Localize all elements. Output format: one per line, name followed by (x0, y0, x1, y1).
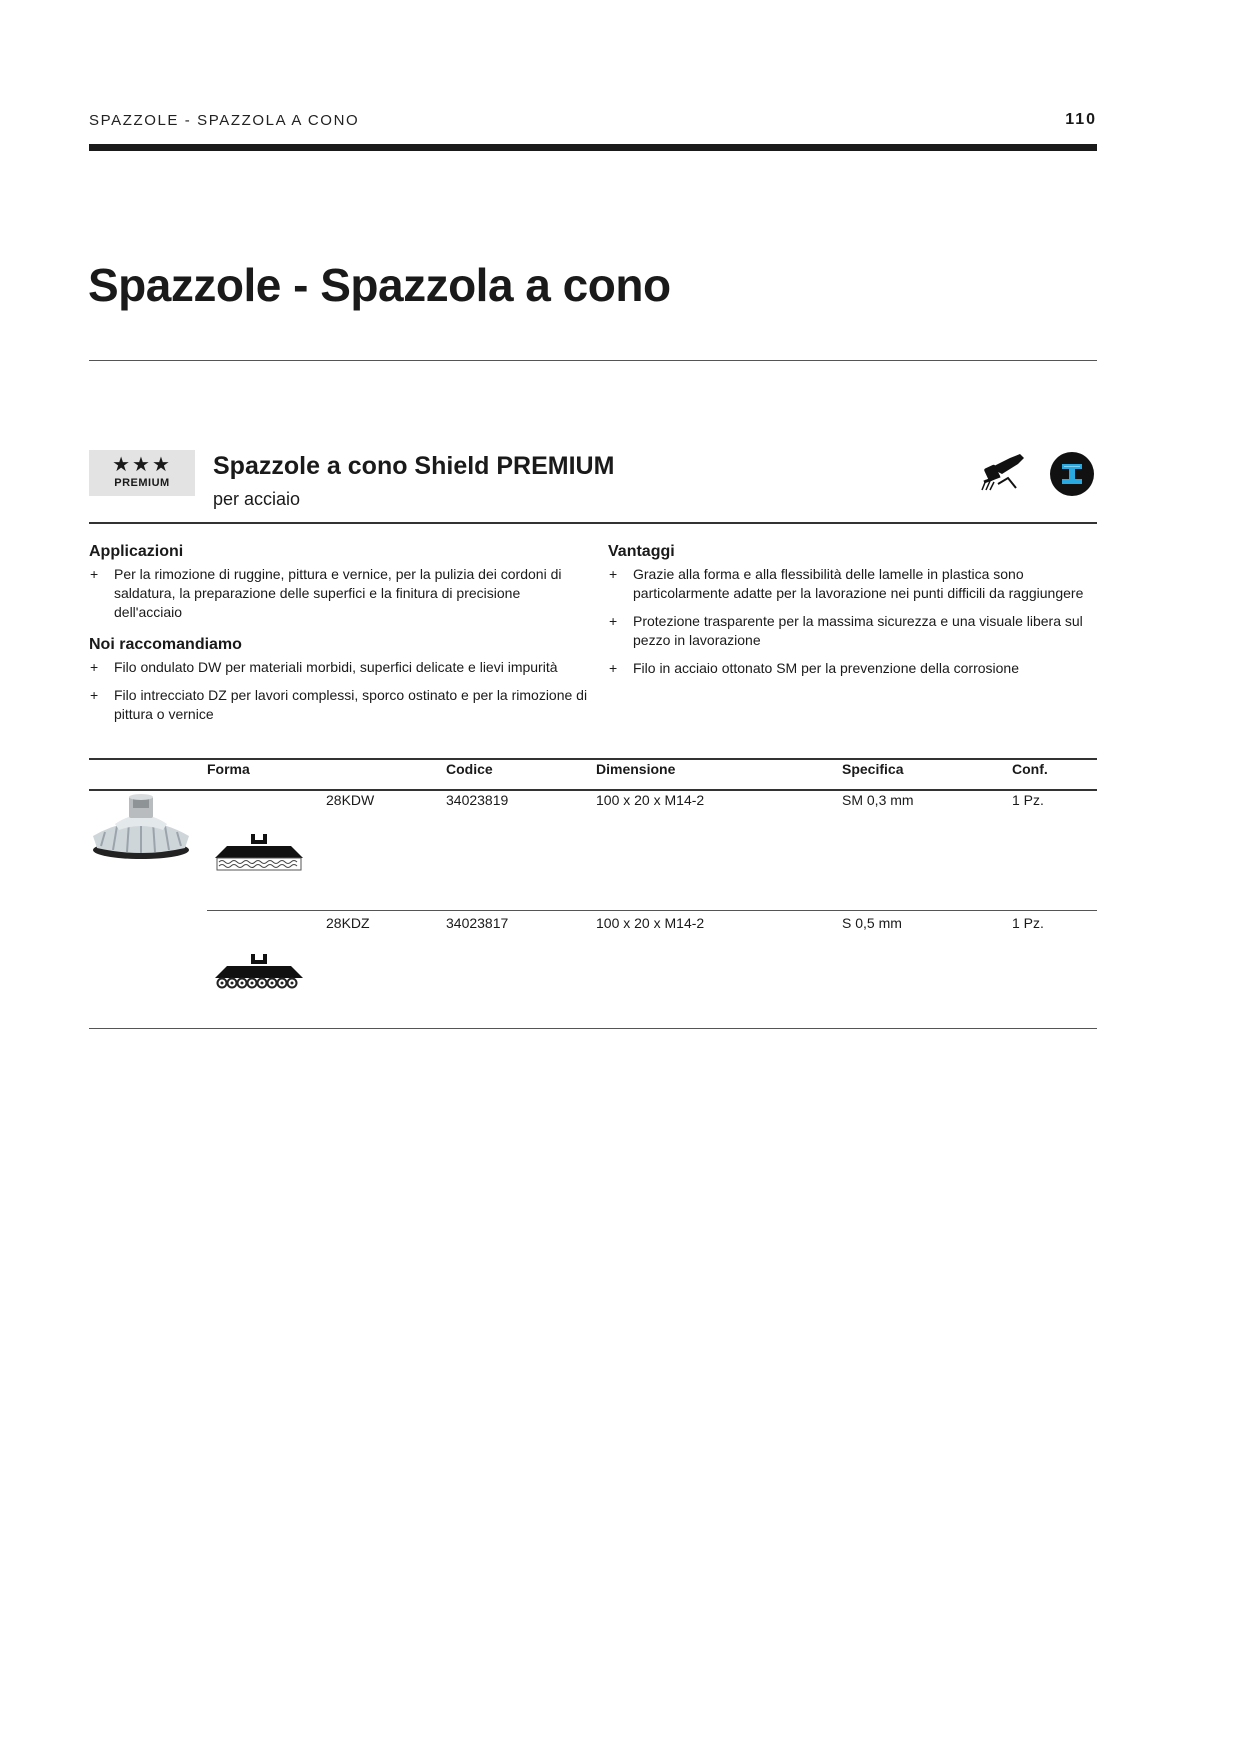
advantages-heading: Vantaggi (608, 543, 675, 560)
column-header-dimensione: Dimensione (596, 761, 676, 777)
rating-stars-icon: ★★★ (112, 454, 172, 476)
recommend-list (89, 658, 589, 724)
advantages-list (608, 565, 1098, 678)
product-header-rule (89, 522, 1097, 524)
row2-code: 34023817 (446, 915, 509, 931)
row2-pack: 1 Pz. (1012, 915, 1044, 931)
row-divider (207, 910, 1097, 911)
steel-beam-icon (1049, 451, 1095, 497)
applications-heading: Applicazioni (89, 543, 184, 560)
column-header-forma: Forma (207, 761, 250, 777)
row1-spec: SM 0,3 mm (842, 792, 914, 808)
table-bottom-rule (89, 1028, 1097, 1029)
applications-list (89, 565, 589, 622)
header-rule (89, 144, 1097, 151)
page-title: Spazzole - Spazzola a cono (88, 259, 671, 311)
title-divider (89, 360, 1097, 361)
right-column (608, 543, 1098, 687)
list-item: + Protezione trasparente per la massima sicurezza e una visuale libera sul pezzo in lavorazione (608, 612, 1098, 650)
list-item: + Filo in acciaio ottonato SM per la prevenzione della corrosione (608, 659, 1098, 678)
table-top-rule (89, 758, 1097, 760)
wavy-wire-shape-icon (213, 832, 305, 872)
product-title: Spazzole a cono Shield PREMIUM (213, 452, 615, 480)
list-item: + Per la rimozione di ruggine, pittura e vernice, per la pulizia dei cordoni di saldatura, la preparazione delle superfici e la finitura di precisione dell'acciaio (89, 565, 589, 622)
cone-brush-photo (87, 788, 195, 864)
product-subtitle: per acciaio (213, 489, 301, 509)
recommend-heading: Noi raccomandiamo (89, 636, 242, 653)
list-item: + Filo ondulato DW per materiali morbidi, superfici delicate e lievi impurità (89, 658, 589, 677)
row1-pack: 1 Pz. (1012, 792, 1044, 808)
list-item: + Grazie alla forma e alla flessibilità delle lamelle in plastica sono particolarmente adatte per la lavorazione nei punti difficili da raggiungere (608, 565, 1098, 603)
row2-dimension: 100 x 20 x M14-2 (596, 915, 705, 931)
page-number: 110 (1065, 111, 1097, 128)
row1-type: 28KDW (326, 792, 375, 808)
angle-grinder-icon (980, 448, 1030, 496)
row2-type: 28KDZ (326, 915, 370, 931)
premium-label: PREMIUM (114, 477, 170, 489)
running-header-title: SPAZZOLE - SPAZZOLA A CONO (89, 112, 360, 129)
row2-spec: S 0,5 mm (842, 915, 902, 931)
list-item: + Filo intrecciato DZ per lavori complessi, sporco ostinato e per la rimozione di pittura o vernice (89, 686, 589, 724)
column-header-conf: Conf. (1012, 761, 1048, 777)
left-column (89, 543, 589, 733)
column-header-specifica: Specifica (842, 761, 904, 777)
table-header-rule (89, 789, 1097, 791)
row1-code: 34023819 (446, 792, 509, 808)
row1-dimension: 100 x 20 x M14-2 (596, 792, 705, 808)
column-header-codice: Codice (446, 761, 493, 777)
knotted-wire-shape-icon (213, 952, 305, 992)
premium-badge (89, 450, 195, 496)
